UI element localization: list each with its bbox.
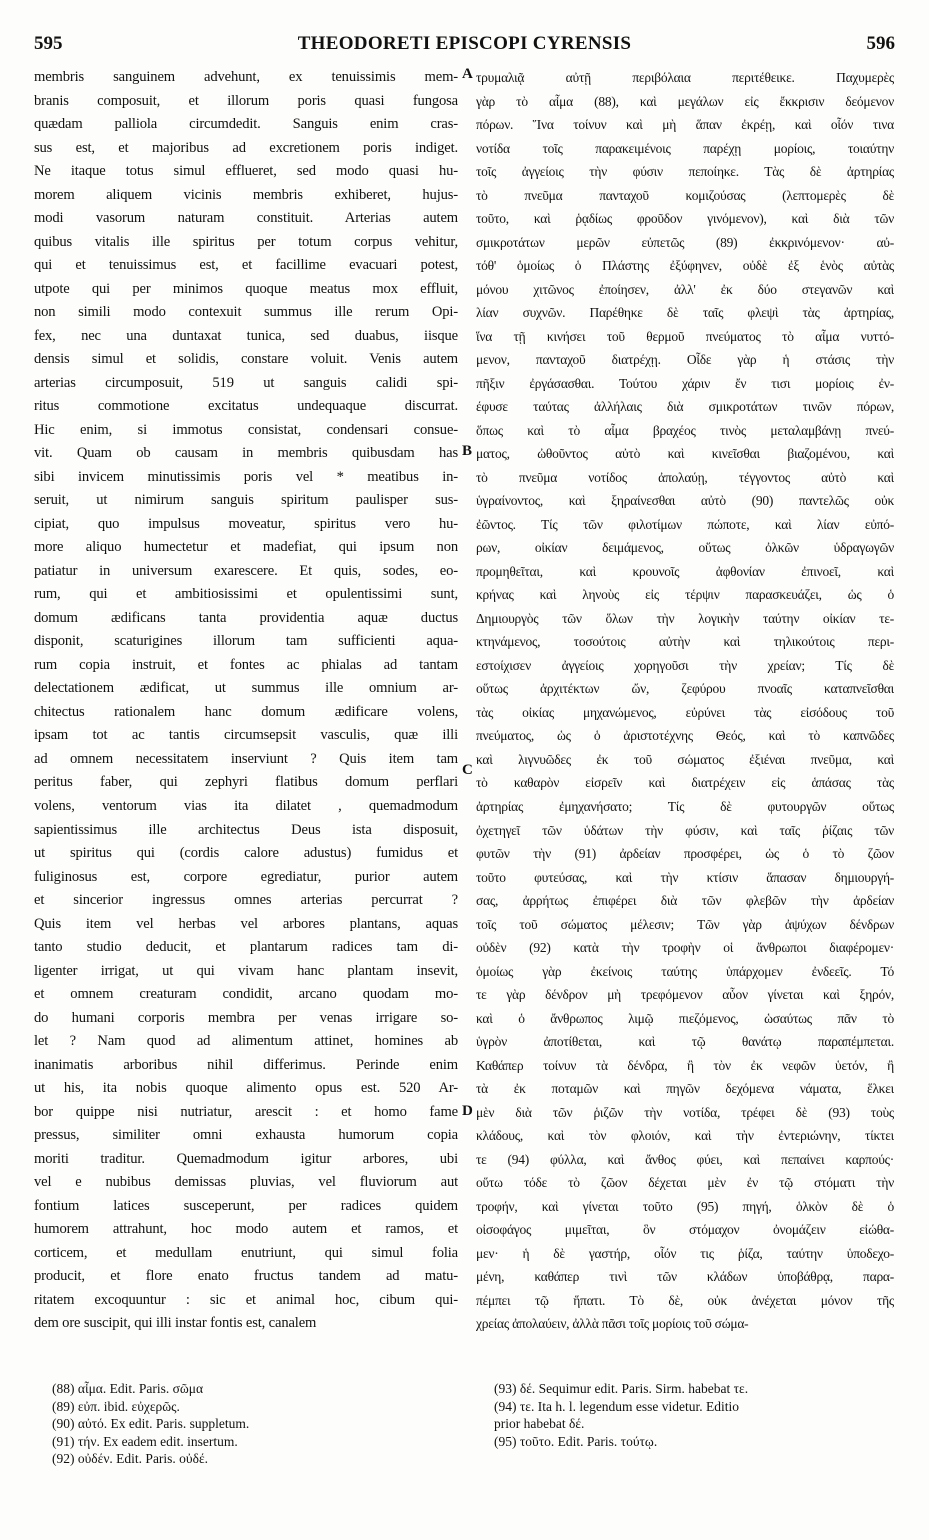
- latin-text-line: peritus faber, qui zephyri flatibus domum perflari: [34, 774, 458, 791]
- latin-text-line: arterias circumposuit, 519 ut sanguis calidi spi-: [34, 374, 458, 391]
- footnote: (95) τοῦτο. Edit. Paris. τούτῳ.: [494, 1433, 658, 1449]
- greek-text-line: πόρων. Ἵνα τοίνυν καὶ μὴ ἅπαν ἐκρέῃ, καὶ οἷόν τινα: [476, 117, 894, 133]
- latin-text-line: rum, qui et ambitiosissimi et opulentissimi sunt,: [34, 586, 458, 603]
- greek-text-line: Καθάπερ τοίνυν τὰ δένδρα, ἢ τὸν ἐκ νεφῶν ὑετόν, ἢ: [476, 1057, 894, 1073]
- greek-text-line: τὰ ἐκ ποταμῶν καὶ πηγῶν δεχόμενα νάματα, ἕλκει: [476, 1081, 894, 1097]
- greek-text-line: καὶ λιγνυῶδες ἐκ τοῦ σώματος ἐξιέναι πνεῦμα, καὶ: [476, 751, 894, 767]
- latin-text-line: seruit, ut nimirum sanguis spiritum paulisper sus-: [34, 492, 458, 509]
- greek-text-line: σας, ἀρρήτως ἐπιφέρει διὰ τῶν φλεβῶν τὴν ἀρδείαν: [476, 893, 894, 909]
- latin-text-line: rum copia instruit, et fontes ac phialas ad tantam: [34, 656, 458, 673]
- greek-text-line: οὕτως ἀρχιτέκτων ὤν, ζεφύρου πνοαῖς καταπνεῖσθαι: [476, 681, 894, 697]
- latin-text-line: disponit, scaturigines illorum tam sufficienti aqua-: [34, 633, 458, 650]
- greek-text-line: ὑγραίνοντος, καὶ ξηραίνεσθαι αὐτὸ (90) παντελῶς οὐκ: [476, 493, 894, 509]
- latin-text-line: et sincerior ingressus omnes arterias percurrat ?: [34, 892, 458, 909]
- greek-text-line: λίαν συχνῶν. Παρέθηκε δὲ ταῖς φλεψὶ τὰς ἀρτηρίας,: [476, 305, 894, 321]
- greek-text-line: ἀρτηρίας ἐμηχανήσατο; Τίς δὲ φυτουργῶν οὕτως: [476, 798, 894, 814]
- latin-text-line: branis composuit, et illorum poris quasi fungosa: [34, 92, 458, 109]
- greek-text-line: τοῖς τοῦ σώματος μέλεσιν; Τῶν γὰρ ἀψύχων δένδρων: [476, 916, 894, 932]
- latin-text-line: quibus vitalis ille spiritus per totum corpus vehitur,: [34, 233, 458, 250]
- margin-letter-d: D: [462, 1103, 473, 1119]
- latin-text-line: sapientissimus ille architectus Deus ista disposuit,: [34, 821, 458, 838]
- greek-column: [476, 66, 894, 1336]
- latin-text-line: quædam palliola circumdedit. Sanguis enim cras-: [34, 116, 458, 133]
- latin-text-line: ad omnem necessitatem inserviunt ? Quis item tam: [34, 750, 458, 767]
- footnote: (91) τήν. Ex eadem edit. insertum.: [52, 1433, 238, 1449]
- latin-text-line: cipiat, quo impulsus moveatur, spiritus vero hu-: [34, 515, 458, 532]
- greek-text-line: τε γὰρ δένδρον μὴ τρεφόμενον αὖον γίνεται καὶ ξηρόν,: [476, 987, 894, 1003]
- footnote: (92) οὐδέν. Edit. Paris. οὐδέ.: [52, 1451, 209, 1466]
- latin-text-line: ut his, ita nobis quoque alimento opus est. 520 Ar-: [34, 1080, 458, 1097]
- latin-text-line: fontium latices susceperunt, per radices quidem: [34, 1197, 458, 1214]
- greek-text-line: καὶ ὁ ἄνθρωπος λιμῷ πιεζόμενος, ὡσαύτως πᾶν τὸ: [476, 1010, 894, 1026]
- latin-text-line: more aliquo humectetur et madefiat, qui ipsum non: [34, 539, 458, 556]
- greek-text-line: τὸ πνεῦμα πανταχοῦ κομιζούσας (λεπτομερὲς δὲ: [476, 187, 894, 203]
- greek-text-line: μὲν διὰ τῶν ῥιζῶν τὴν νοτίδα, τρέφει δὲ (93) τοὺς: [476, 1104, 894, 1120]
- latin-text-line: domum ædificans tanta providentia aquæ ductus: [34, 609, 458, 626]
- greek-text-line: γὰρ τὸ αἷμα (88), καὶ μεγάλων εἰς ἔκκρισιν δεόμενον: [476, 93, 894, 109]
- greek-text-line: κτηνάμενος, τοσούτοις αὐτὴν καὶ τηλικούτοις περι-: [476, 634, 894, 650]
- greek-text-line: πνεύματος, ὡς ὁ ἀριστοτέχνης Θεός, καὶ τὸ καπνῶδες: [476, 728, 894, 744]
- latin-text-line: do humani corporis membra per venas irrigare so-: [34, 1009, 458, 1026]
- latin-text-line: vit. Quam ob causam in membris quibusdam has: [34, 445, 458, 462]
- greek-text-line: ὀχετηγεῖ τῶν ὑδάτων τὴν φύσιν, καὶ ταῖς ῥίζαις τῶν: [476, 822, 894, 838]
- latin-text-line: tanto studio deducit, et plantarum radices tam di-: [34, 939, 458, 956]
- latin-text-line: sibi invicem minutissimis poris vel * meatibus in-: [34, 468, 458, 485]
- greek-text-line: ὁμοίως γὰρ ἐκείνοις ταύτης ὑπάρχομεν ἐνδεεῖς. Τό: [476, 963, 894, 979]
- latin-text-line: ritus commotione excitatus undequaque discurrat.: [34, 398, 458, 415]
- margin-letter-b: B: [462, 443, 473, 459]
- greek-text-line: μενον, πανταχοῦ διατρέχῃ. Οἶδε γὰρ ἡ στάσις τὴν: [476, 352, 894, 368]
- latin-text-line: vel e nubibus demissas pluvias, vel fluviorum aut: [34, 1174, 458, 1191]
- greek-text-line: τὸ καθαρὸν εἰσρεῖν καὶ διατρέχειν εἰς ἁπάσας τὰς: [476, 775, 894, 791]
- latin-text-line: delectationem ædificat, ut summus ille omnium ar-: [34, 680, 458, 697]
- margin-letter-c: C: [462, 762, 473, 778]
- greek-text-line: ματος, ὠθοῦντος αὐτὸ καὶ κινεῖσθαι βιαζομένου, καὶ: [476, 446, 894, 462]
- greek-text-line: ἵνα τῇ κινήσει τοῦ θερμοῦ πνεύματος τὸ αἷμα νυττό-: [476, 328, 894, 344]
- greek-text-line: τὸ πνεῦμα νοτίδος ἀπολαύῃ, τέγγοντος αὐτὸ καὶ: [476, 469, 894, 485]
- latin-text-line: modi vasorum naturam constituit. Arterias autem: [34, 210, 458, 227]
- latin-text-line: bor quippe nisi nutriatur, arescit : et homo fame: [34, 1103, 458, 1120]
- latin-column: [34, 66, 458, 1336]
- greek-text-line: τοῦτο, καὶ ῥᾳδίως φροῦδον γινόμενον), καὶ διὰ τῶν: [476, 211, 894, 227]
- greek-text-line: φυτῶν τὴν (91) ἀρδείαν προσφέρει, ὡς ὁ τὸ ζῶον: [476, 846, 894, 862]
- greek-text-line: ὅπως καὶ τὸ αἷμα βραχέος τινὸς μεταλαμβάνῃ πνεύ-: [476, 422, 894, 438]
- left-page-number: 595: [34, 33, 63, 54]
- right-page-number: 596: [866, 33, 895, 54]
- greek-text-line: προμηθεῖται, καὶ κρουνοῖς ἀφθονίαν ἐπινοεῖ, καὶ: [476, 563, 894, 579]
- greek-text-line: μένη, καθάπερ τινὶ τῶν κλάδων ὑποβάθρᾳ, παρα-: [476, 1269, 894, 1285]
- greek-text-line: σμικροτάτων μερῶν εὐπετῶς (89) ἐκκρινόμενον· αὐ-: [476, 234, 894, 250]
- latin-text-line: Ne itaque totus simul efflueret, sed modo quasi hu-: [34, 163, 458, 180]
- latin-text-line: membris sanguinem advehunt, ex tenuissimis mem-: [34, 69, 458, 85]
- footnote: (89) εὐπ. ibid. εὐχερῶς.: [52, 1398, 180, 1414]
- footnote: (90) αὐτό. Ex edit. Paris. suppletum.: [52, 1416, 250, 1431]
- latin-text-line: sus est, et majoribus ad excretionem poris indiget.: [34, 139, 458, 156]
- latin-text-line: morem aliquem vicinis membris exhiberet, hujus-: [34, 186, 458, 203]
- footnotes-left: [52, 1380, 452, 1468]
- greek-text-line: τρυμαλιᾷ αὐτῇ περιβόλαια περιτέθεικε. Παχυμερὲς: [476, 70, 894, 85]
- latin-text-line: volens, ventorum vias ita dilatet , quemadmodum: [34, 797, 458, 814]
- page-header: [0, 33, 929, 59]
- greek-text-line: ρων, οἰκίαν δειμάμενος, οὕτως ὀλκῶν ὑδραγωγῶν: [476, 540, 894, 556]
- latin-text-line: moriti traditur. Quemadmodum igitur arbores, ubi: [34, 1150, 458, 1167]
- latin-text-line: fuliginosus est, corpore egrediatur, purior autem: [34, 868, 458, 885]
- latin-text-line: Hic enim, si immotus consistat, condensari consue-: [34, 421, 458, 438]
- greek-text-line: Δημιουργὸς τῶν ὅλων τὴν λογικὴν ταύτην οἰκίαν τε-: [476, 610, 894, 626]
- greek-text-line: οἰσοφάγος μιμεῖται, ὃν στόμαχον ὀνομάζειν εἰώθα-: [476, 1222, 894, 1238]
- greek-text-line: μόνου χιτῶνος ἐποίησεν, ἀλλ' ἐκ δύο στεγανῶν καὶ: [476, 281, 894, 297]
- greek-text-line: τροφήν, καὶ γίνεται τοῦτο (95) πηγή, ὁλκὸν δὲ ὁ: [476, 1198, 894, 1214]
- footnotes-right: [494, 1380, 904, 1450]
- latin-text-line: qui et tenuissimus est, et facillime evacuari potest,: [34, 257, 458, 274]
- greek-text-line: πέμπει τῷ ἥπατι. Τὸ δὲ, οὐκ ἀνέχεται μόνον τῆς: [476, 1292, 894, 1308]
- footnote: (93) δέ. Sequimur edit. Paris. Sirm. habebat τε.: [494, 1381, 749, 1396]
- latin-text-line: corticem, et medullam enutriunt, qui simul folia: [34, 1244, 458, 1261]
- latin-text-line: ut spiritus qui (cordis calore adustus) fumidus et: [34, 845, 458, 862]
- latin-text-line: non simili modo contexuit summus ille rerum Opi-: [34, 304, 458, 321]
- footnote: prior habebat δέ.: [494, 1416, 585, 1431]
- greek-text-line: τε (94) φύλλα, καὶ ἄνθος φύει, καὶ πεπαίνει καρπούς·: [476, 1151, 894, 1167]
- greek-text-line: ἐῶντος. Τίς τῶν φιλοτίμων πώποτε, καὶ λίαν εὐπό-: [476, 516, 894, 532]
- latin-text-line: chitectus rationalem hanc domum ædificare volens,: [34, 703, 458, 720]
- latin-text-line: ritatem excoquuntur : sic et animal hoc, cibum qui-: [34, 1291, 458, 1308]
- latin-text-line: ligenter irrigat, ut qui vivam hanc plantam insevit,: [34, 962, 458, 979]
- greek-text-line: τόθ' ὁμοίως ὁ Πλάστης ἐξύφηνεν, οὐδὲ ἐξ ἑνὸς αὐτὰς: [476, 258, 894, 274]
- latin-text-line: inanimatis arboribus nihil differimus. Perinde enim: [34, 1056, 458, 1073]
- greek-text-line: τὰς οἰκίας μηχανώμενος, εὐρύνει τὰς εἰσόδους τοῦ: [476, 704, 894, 720]
- running-title: THEODORETI EPISCOPI CYRENSIS: [297, 33, 632, 54]
- greek-text-line: χρείας ἀπολαύειν, ἀλλὰ πᾶσι τοῖς μορίοις τοῦ σώμα-: [476, 1316, 749, 1332]
- latin-text-line: let ? Nam quod ad alimentum attinet, homines ab: [34, 1033, 458, 1050]
- footnote: (88) αἷμα. Edit. Paris. σῶμα: [52, 1381, 204, 1396]
- latin-text-line: patiatur in universum exarescere. Et quis, sodes, eo-: [34, 562, 458, 579]
- greek-text-line: οὐδὲν (92) κατὰ τὴν τροφὴν οἱ ἄνθρωποι διαφέρομεν·: [476, 940, 894, 956]
- latin-text-line: ipsam tot ac tantis circumsepsit vasculis, quæ illi: [34, 727, 458, 744]
- latin-text-line: pressus, similiter omni exhausta humorum copia: [34, 1127, 458, 1144]
- greek-text-line: μεν· ἡ δὲ γαστήρ, οἷόν τις ῥίζα, ταύτην ὑποδεχο-: [476, 1245, 894, 1261]
- latin-text-line: densis simul et solidis, constare voluit. Venis autem: [34, 351, 458, 368]
- latin-text-line: dem ore suscipit, qui illi instar fontis est, canalem: [34, 1315, 317, 1332]
- margin-letter-a: A: [462, 66, 473, 82]
- footnote: (94) τε. Ita h. l. legendum esse videtur. Editio: [494, 1398, 740, 1414]
- greek-text-line: εστοίχισεν ἀγγείοις χορηγοῦσι τὴν χρείαν; Τίς δὲ: [476, 657, 894, 673]
- greek-text-line: ὑγρὸν ἀποτίθεται, καὶ τῷ θανάτῳ παραπέμπεται.: [476, 1034, 894, 1050]
- greek-text-line: πῆξιν ἐργάσασθαι. Τούτου χάριν ἔν τισι μορίοις ἐν-: [476, 375, 894, 391]
- greek-text-line: οὕτω τόδε τὸ ζῶον δέχεται μὲν ἐν τῷ στόματι τὴν: [476, 1175, 894, 1191]
- greek-text-line: κρήνας καὶ ληνοὺς εἰς τέρψιν παρασκευάζει, ὡς ὁ: [476, 587, 894, 603]
- greek-text-line: έφυσε ταύτας ἀλλήλαις διὰ σμικροτάτων τινῶν πόρων,: [476, 399, 894, 415]
- greek-text-line: τοῦτο φυτεύσας, καὶ τὴν κτίσιν ἅπασαν δημιουργή-: [476, 869, 894, 885]
- latin-text-line: et omnem creaturam condidit, arcano quodam mo-: [34, 986, 458, 1003]
- greek-text-line: νοτίδα τοῖς παρακειμένοις παρέχῃ μορίοις, τοιαύτην: [476, 140, 894, 156]
- latin-text-line: Quis item vel herbas vel arbores plantans, aquas: [34, 915, 458, 932]
- greek-text-line: κλάδους, καὶ τὸν φλοιόν, καὶ τὴν ἐντεριώνην, τίκτει: [476, 1128, 894, 1144]
- greek-text-line: τοῖς ἀγγείοις τὴν φύσιν πεποίηκε. Τὰς δὲ ἀρτηρίας: [476, 164, 894, 180]
- latin-text-line: fex, nec una duntaxat tunica, sed duabus, iisque: [34, 327, 458, 344]
- latin-text-line: utpote qui per minimos quoque meatus mox effluit,: [34, 280, 458, 297]
- latin-text-line: humorem attrahunt, hoc modo autem et ramos, et: [34, 1221, 458, 1238]
- latin-text-line: producit, et flore enato fructus tandem ad matu-: [34, 1268, 458, 1285]
